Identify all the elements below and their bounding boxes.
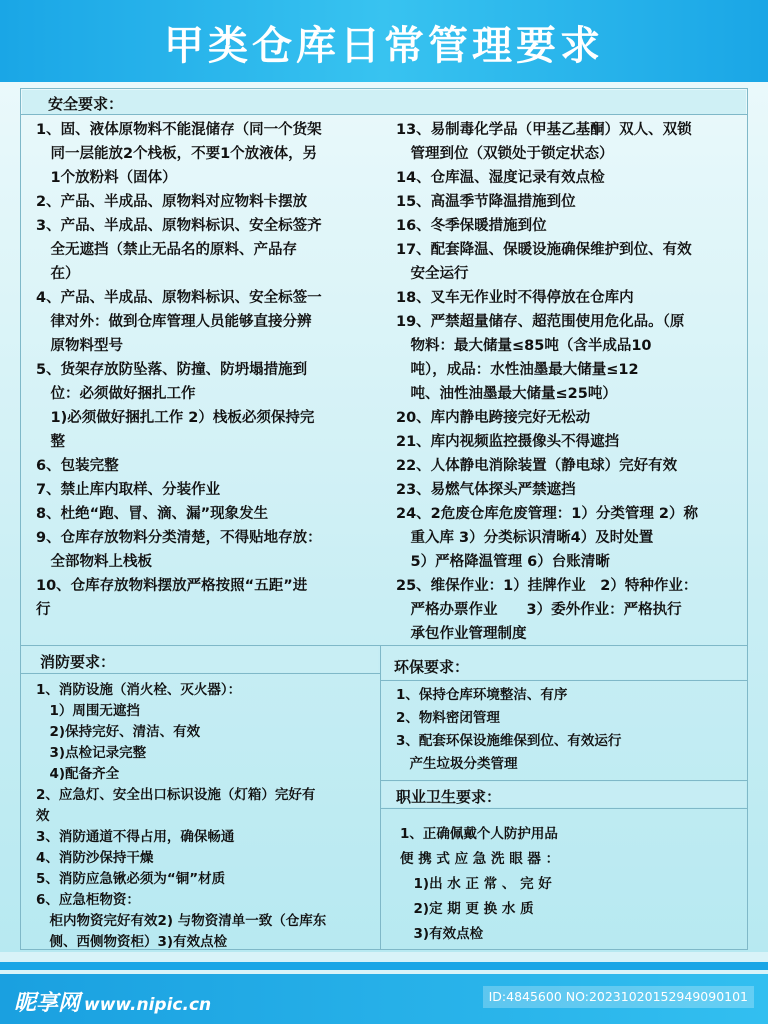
env-list xyxy=(396,684,741,776)
list-item: 5、消防应急锹必须为“铜”材质 xyxy=(36,871,226,887)
health-heading: 职业卫生要求： xyxy=(396,788,502,806)
list-item: 1)必须做好捆扎工作 2）栈板必须保持完 xyxy=(36,410,315,426)
list-item: 3)有效点检 xyxy=(400,926,484,942)
fire-list xyxy=(36,680,376,953)
list-item: 2)保持完好、清洁、有效 xyxy=(36,724,201,740)
list-item: 同一层能放2个栈板，不要1个放液体，另 xyxy=(36,146,318,162)
list-item: 吨），成品：水性油墨最大储量≤12 xyxy=(396,362,639,378)
footer-stripe xyxy=(0,962,768,970)
header-banner xyxy=(0,0,768,82)
list-item: 13、易制毒化学品（甲基乙基酮）双人、双锁 xyxy=(396,122,692,138)
safety-heading-band xyxy=(22,90,746,114)
list-item: 效 xyxy=(36,808,50,824)
column-divider xyxy=(380,645,381,950)
list-item: 16、冬季保暖措施到位 xyxy=(396,218,547,234)
list-item: 7、禁止库内取样、分装作业 xyxy=(36,482,221,498)
env-heading: 环保要求： xyxy=(394,658,470,676)
logo-text: 昵享网 xyxy=(14,991,81,1016)
divider xyxy=(20,645,748,646)
list-item: 便 携 式 应 急 洗 眼 器 ： xyxy=(400,851,560,867)
safety-right-list xyxy=(396,118,746,646)
list-item: 5）严格降温管理 6）台账清晰 xyxy=(396,554,610,570)
list-item: 物料：最大储量≤85吨（含半成品10 xyxy=(396,338,652,354)
list-item: 3、消防通道不得占用，确保畅通 xyxy=(36,829,235,845)
list-item: 4)配备齐全 xyxy=(36,766,120,782)
list-item: 1个放粉料（固体） xyxy=(36,170,177,186)
list-item: 1）周围无遮挡 xyxy=(36,703,140,719)
list-item: 1、固、液体原物料不能混储存（同一个货架 xyxy=(36,122,322,138)
list-item: 侧、西侧物资柜）3)有效点检 xyxy=(36,934,228,950)
list-item: 2、应急灯、安全出口标识设施（灯箱）完好有 xyxy=(36,787,316,803)
list-item: 18、叉车无作业时不得停放在仓库内 xyxy=(396,290,634,306)
page-title: 甲类仓库日常管理要求 xyxy=(164,23,604,69)
list-item: 22、人体静电消除装置（静电球）完好有效 xyxy=(396,458,678,474)
list-item: 重入库 3）分类标识清晰4）及时处置 xyxy=(396,530,654,546)
list-item: 2)定 期 更 换 水 质 xyxy=(400,901,534,917)
list-item: 2、物料密闭管理 xyxy=(396,710,500,726)
list-item: 2、产品、半成品、原物料对应物料卡摆放 xyxy=(36,194,308,210)
fire-heading: 消防要求： xyxy=(40,653,116,671)
list-item: 安全运行 xyxy=(396,266,469,282)
list-item: 6、应急柜物资： xyxy=(36,892,140,908)
list-item: 柜内物资完好有效2) 与物资清单一致（仓库东 xyxy=(36,913,327,929)
list-item: 承包作业管理制度 xyxy=(396,626,527,642)
divider xyxy=(380,680,748,681)
list-item: 4、产品、半成品、原物料标识、安全标签一 xyxy=(36,290,322,306)
list-item: 全部物料上栈板 xyxy=(36,554,152,570)
list-item: 3、产品、半成品、原物料标识、安全标签齐 xyxy=(36,218,322,234)
list-item: 20、库内静电跨接完好无松动 xyxy=(396,410,591,426)
list-item: 1)出 水 正 常 、 完 好 xyxy=(400,876,552,892)
list-item: 23、易燃气体探头严禁遮挡 xyxy=(396,482,576,498)
list-item: 5、货架存放防坠落、防撞、防坍塌措施到 xyxy=(36,362,308,378)
list-item: 17、配套降温、保暖设施确保维护到位、有效 xyxy=(396,242,692,258)
list-item: 原物料型号 xyxy=(36,338,123,354)
list-item: 位：必须做好捆扎工作 xyxy=(36,386,196,402)
list-item: 19、严禁超量储存、超范围使用危化品。（原 xyxy=(396,314,685,330)
divider xyxy=(20,114,748,115)
list-item: 3、配套环保设施维保到位、有效运行 xyxy=(396,733,622,749)
list-item: 14、仓库温、湿度记录有效点检 xyxy=(396,170,605,186)
list-item: 9、仓库存放物料分类清楚，不得贴地存放： xyxy=(36,530,322,546)
list-item: 严格办票作业 3）委外作业：严格执行 xyxy=(396,602,682,618)
list-item: 1、消防设施（消火栓、灭火器）： xyxy=(36,682,242,698)
list-item: 吨、油性油墨最大储量≤25吨） xyxy=(396,386,617,402)
list-item: 全无遮挡（禁止无品名的原料、产品存 xyxy=(36,242,297,258)
divider xyxy=(380,808,748,809)
health-list xyxy=(400,822,740,947)
list-item: 行 xyxy=(36,602,51,618)
list-item: 整 xyxy=(36,434,65,450)
list-item: 8、杜绝“跑、冒、滴、漏”现象发生 xyxy=(36,506,269,522)
list-item: 6、包装完整 xyxy=(36,458,119,474)
divider xyxy=(20,673,380,674)
list-item: 产生垃圾分类管理 xyxy=(396,756,518,772)
list-item: 25、维保作业：1）挂牌作业 2）特种作业： xyxy=(396,578,698,594)
list-item: 1、保持仓库环境整洁、有序 xyxy=(396,687,568,703)
list-item: 1、正确佩戴个人防护用品 xyxy=(400,826,558,842)
list-item: 3)点检记录完整 xyxy=(36,745,147,761)
list-item: 10、仓库存放物料摆放严格按照“五距”进 xyxy=(36,578,308,594)
site-url: www.nipic.cn xyxy=(84,995,212,1015)
site-logo xyxy=(14,986,211,1017)
list-item: 律对外：做到仓库管理人员能够直接分辨 xyxy=(36,314,312,330)
list-item: 24、2危废仓库危废管理：1）分类管理 2）称 xyxy=(396,506,698,522)
list-item: 管理到位（双锁处于锁定状态） xyxy=(396,146,614,162)
list-item: 4、消防沙保持干燥 xyxy=(36,850,154,866)
list-item: 21、库内视频监控摄像头不得遮挡 xyxy=(396,434,620,450)
divider xyxy=(380,780,748,781)
safety-heading: 安全要求： xyxy=(48,95,124,113)
list-item: 15、高温季节降温措施到位 xyxy=(396,194,576,210)
image-id: ID:4845600 NO:20231020152949090101 xyxy=(483,986,754,1008)
safety-left-list xyxy=(36,118,376,622)
list-item: 在） xyxy=(36,266,80,282)
